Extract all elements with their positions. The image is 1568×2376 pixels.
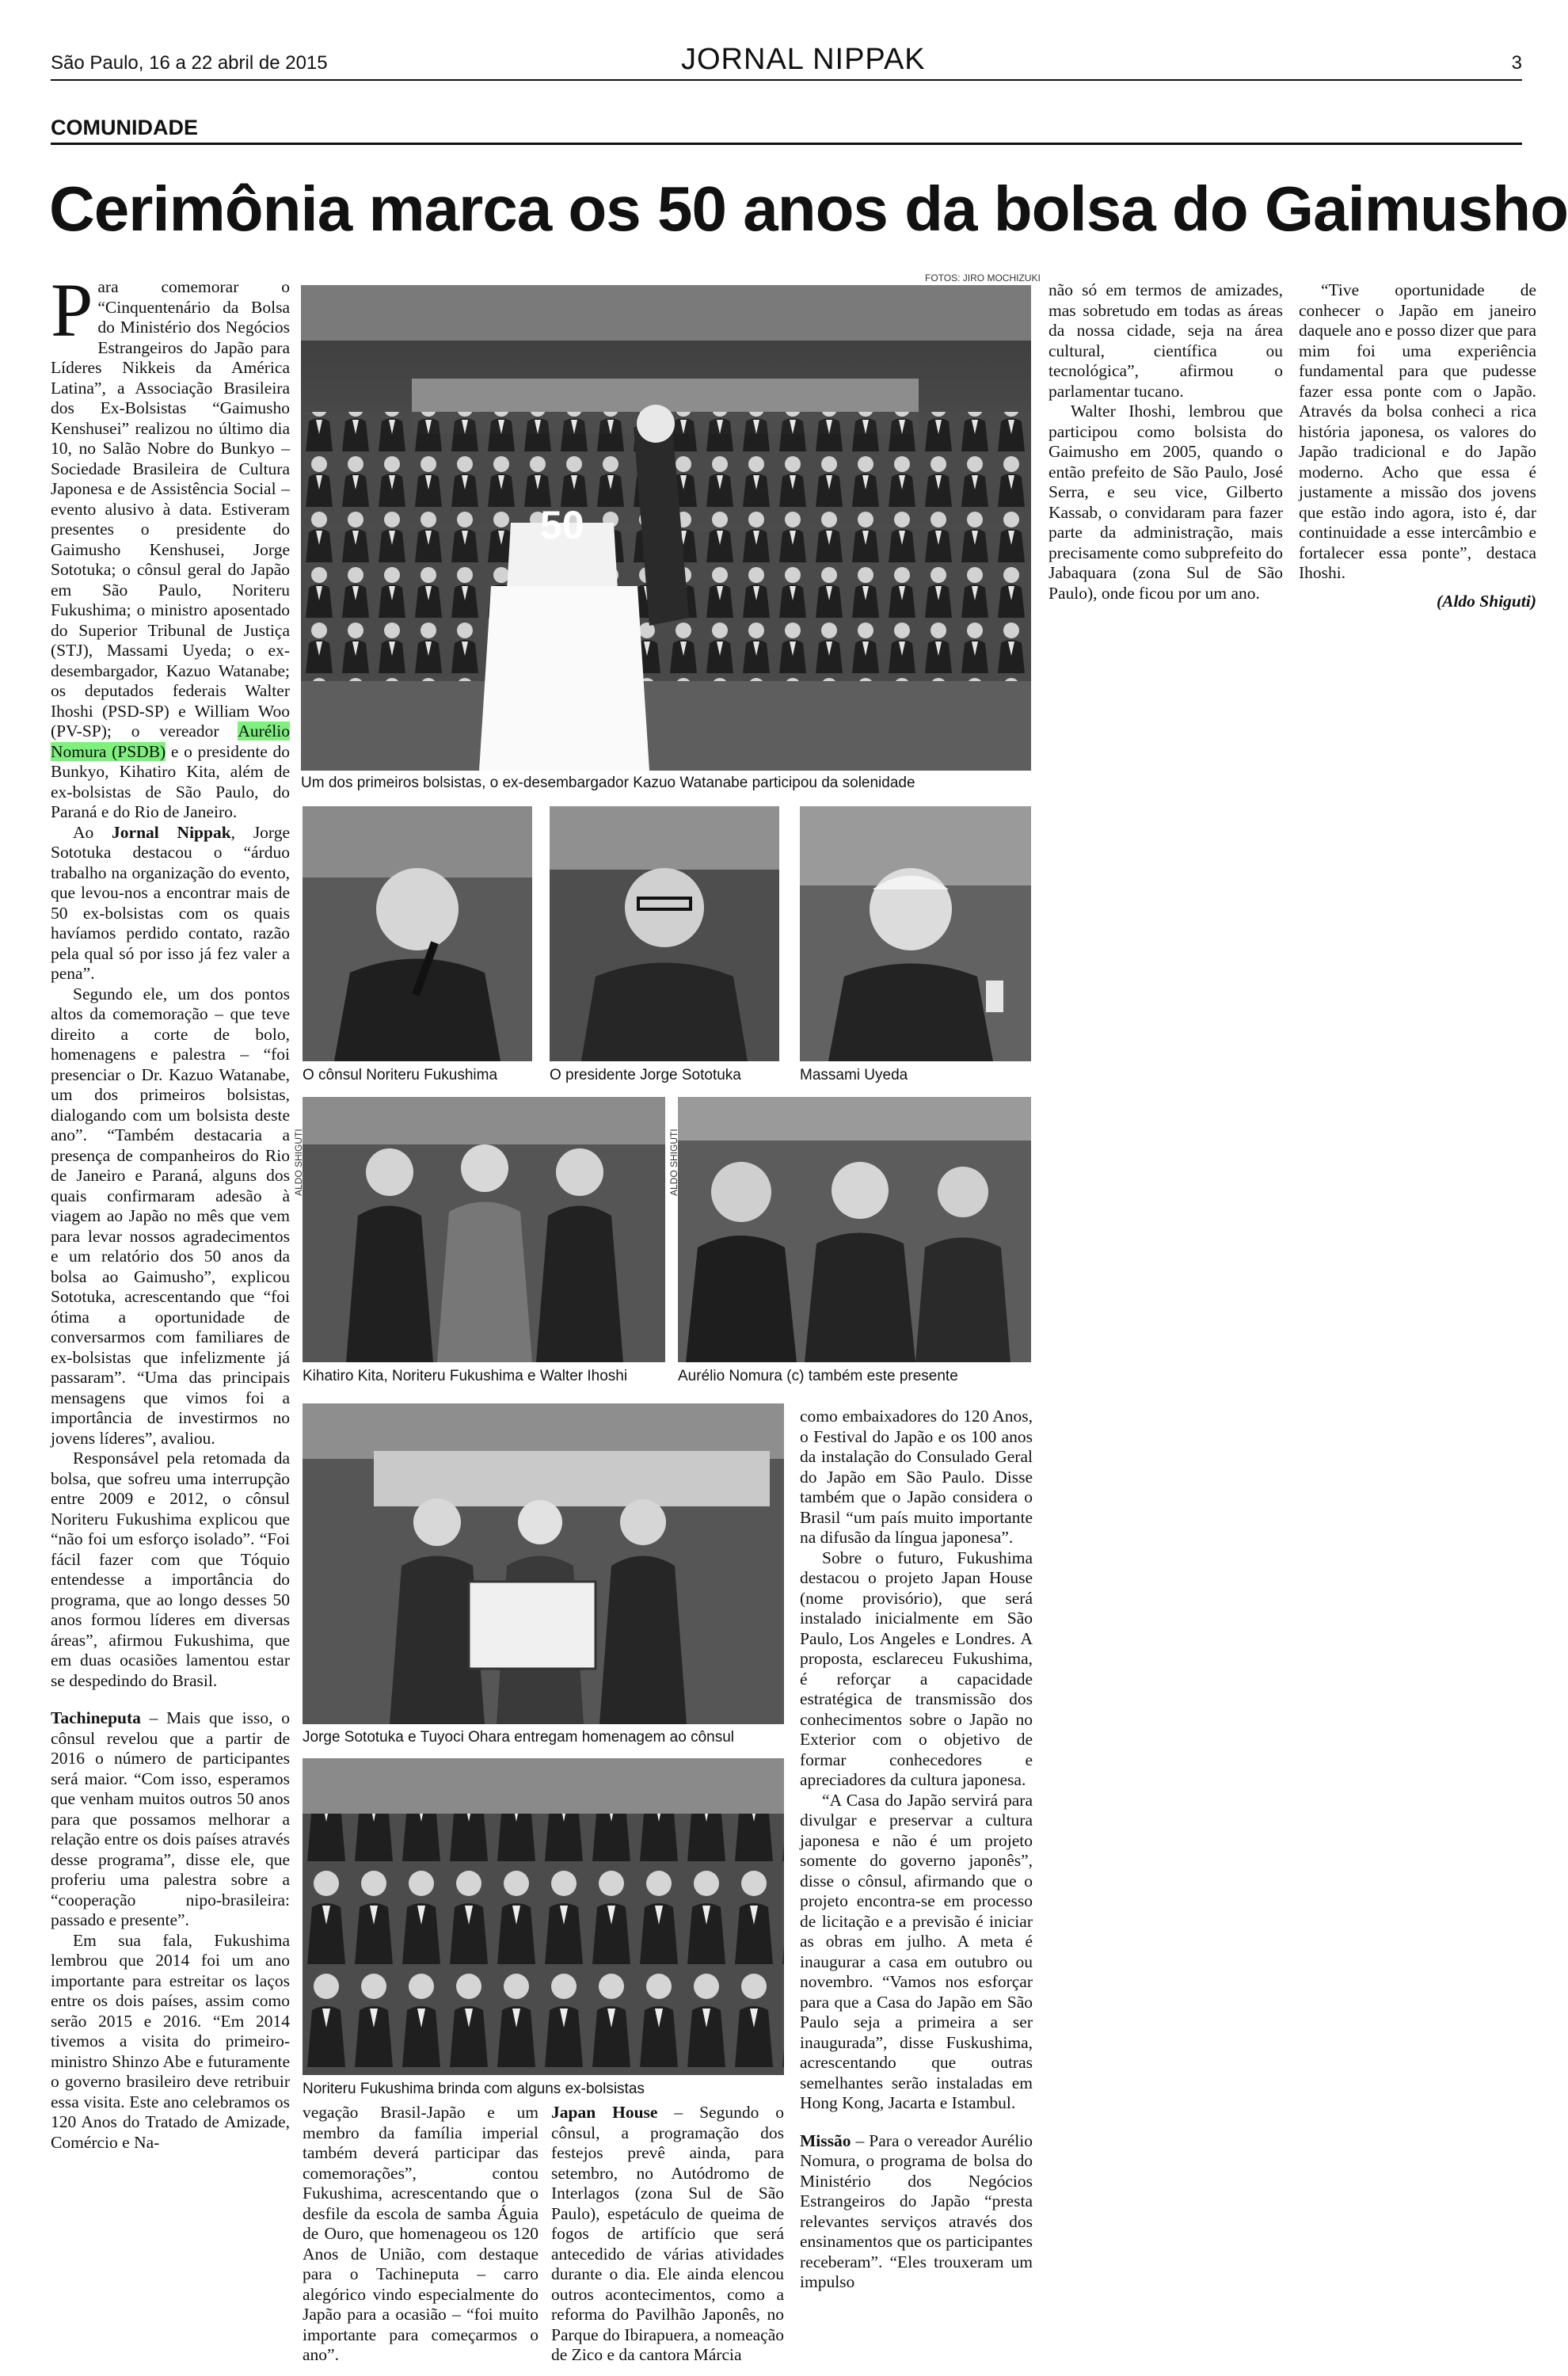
subhead-japan-house: Japan House bbox=[551, 2103, 658, 2122]
photo-uyeda bbox=[800, 806, 1031, 1061]
kita-photo-graphic bbox=[303, 1097, 665, 1362]
paragraph: Ao Jornal Nippak, Jorge Sototuka destacou o “árduo trabalho na organização do evento, que levou-nos a encontrar mais de 50 ex-bolsistas com os quais havíamos perdido contato, razão pela qual só por isso já fez valer a pena”. bbox=[51, 822, 290, 983]
paragraph: como embaixadores do 120 Anos, o Festival do Japão e os 100 anos da instalação do Consulado Geral do Japão em São Paulo. Disse também que o Japão considera o Brasil “um país muito importante na difusão da língua japonesa”. bbox=[800, 1407, 1033, 1547]
main-photo-graphic bbox=[301, 285, 1031, 771]
paragraph: Missão – Para o vereador Aurélio Nomura, o programa de bolsa do Ministério dos Negócios Estrangeiros do Japão “presta relevantes serviços através dos ensinamentos que os participantes receberam”. “Eles trouxeram um impulso bbox=[800, 2130, 1033, 2291]
highlighted-name: Aurélio Nomura (PSDB) bbox=[51, 722, 290, 761]
paragraph: Para comemorar o “Cinquentenário da Bolsa do Ministério dos Negócios Estrangeiros do Japão para Líderes Nikkeis da América Latina”, a Associação Brasileira dos Ex-Bolsistas “Gaimusho Kenshusei” realizou no último dia 10, no Salão Nobre do Bunkyo – Sociedade Brasileira de Cultura Japonesa e de Assistência Social – evento alusivo à data. Estiveram presentes o presidente do Gaimusho Kenshusei, Jorge Sototuka; o cônsul geral do Japão em São Paulo, Noriteru Fukushima; o ministro aposentado do Superior Tribunal de Justiça (STJ), Massami Uyeda; o ex-desembargador, Kazuo Watanabe; os deputados federais Walter Ihoshi (PSD-SP) e William Woo (PV-SP); o vereador Aurélio Nomura (PSDB) e o presidente do Bunkyo, Kihatiro Kita, além de ex-bolsistas de São Paulo, do Paraná e do Rio de Janeiro. bbox=[51, 268, 290, 821]
caption-consul: O cônsul Noriteru Fukushima bbox=[303, 1067, 498, 1083]
photo-kita-fukushima-ihoshi bbox=[303, 1097, 665, 1362]
paragraph: “Tive oportunidade de conhecer o Japão em janeiro daquele ano e posso dizer que para mim foi uma experiência fundamental para que pudesse fazer essa ponte com o Japão. Através da bolsa conheci a rica história japonesa, os valores do Japão tradicional e do Japão moderno. Acho que essa é justamente a missão dos jovens que estão indo agora, isto é, dar continuidade a esse intercâmbio e fortalecer essa ponte”, destaca Ihoshi. bbox=[1299, 280, 1536, 582]
cake-number: 50 bbox=[540, 503, 584, 547]
newspaper-mention: Jornal Nippak bbox=[112, 822, 231, 842]
subhead-tachineputa: Tachineputa bbox=[51, 1708, 141, 1727]
nomura-photo-graphic bbox=[678, 1097, 1031, 1362]
toast-photo-graphic bbox=[303, 1758, 784, 2075]
header-rule bbox=[51, 79, 1522, 81]
paragraph: Em sua fala, Fukushima lembrou que 2014 foi um ano importante para estreitar os laços entre os dois países, assim como serão 2015 e 2016. “Em 2014 tivemos a visita do primeiro-ministro Shinzo Abe e futuramente o governo brasileiro deve retribuir essa visita. Este ano celebramos os 120 Anos do Tratado de Amizade, Comércio e Na- bbox=[51, 1930, 290, 2152]
caption-nomura: Aurélio Nomura (c) também este presente bbox=[678, 1368, 958, 1384]
paragraph: não só em termos de amizades, mas sobretudo em todas as áreas da nossa cidade, seja na área cultural, científica ou tecnológica”, afirmou o parlamentar tucano. bbox=[1049, 280, 1283, 401]
paragraph: “A Casa do Japão servirá para divulgar e preservar a cultura japonesa e não é um projeto somente do governo japonês”, disse o cônsul, afirmando que o projeto encontra-se em processo de licitação e a previsão é iniciar as obras em julho. A meta é inaugurar a casa em outubro ou novembro. “Vamos nos esforçar para que a Casa do Japão em São Paulo seja a primeira a ser inaugurada”, disse Fuskushima, acrescentando que outras semelhantes serão instaladas em Hong Kong, Jacarta e Istambul. bbox=[800, 1790, 1033, 2112]
article-column-4-bottom bbox=[800, 1407, 1033, 2293]
caption-main-photo: Um dos primeiros bolsistas, o ex-desembargador Kazuo Watanabe participou da solenidade bbox=[301, 775, 915, 791]
article-column-1 bbox=[51, 268, 290, 2153]
author-signature: (Aldo Shiguti) bbox=[1436, 591, 1536, 611]
main-photo-cake-ceremony bbox=[301, 285, 1031, 771]
article-column-5-top bbox=[1299, 280, 1536, 611]
article-column-4-top bbox=[1049, 280, 1283, 604]
paragraph: Walter Ihoshi, lembrou que participou como bolsista do Gaimusho em 2005, quando o então prefeito de São Paulo, José Serra, e seu vice, Gilberto Kassab, o convidaram para fazer parte da administração, mais precisamente como subprefeito do Jabaquara (zona Sul de São Paulo), onde ficou por um ano. bbox=[1049, 402, 1283, 603]
headline: Cerimônia marca os 50 anos da bolsa do Gaimusho bbox=[49, 173, 1568, 244]
caption-homage: Jorge Sototuka e Tuyoci Ohara entregam homenagem ao cônsul bbox=[303, 1729, 734, 1746]
page-number: 3 bbox=[1511, 52, 1522, 74]
photo-credit-side: ALDO SHIGUTI bbox=[668, 1129, 679, 1196]
president-photo-graphic bbox=[550, 806, 779, 1061]
paragraph: Sobre o futuro, Fukushima destacou o projeto Japan House (nome provisório), que será instalado inicialmente em São Paulo, Los Angeles e Londres. A proposta, esclareceu Fukushima, é reforçar a capacidade estratégica de transmissão dos conhecimentos sobre o Japão no Exterior com o objetivo de formar conhecedores e apreciadores da cultura japonesa. bbox=[800, 1548, 1033, 1789]
paragraph: Tachineputa – Mais que isso, o cônsul revelou que a partir de 2016 o número de participantes será maior. “Com isso, esperamos que venham muitos outros 50 anos para que possamos melhorar a relação entre os dois países através desse programa”, disse ele, que proferiu uma palestra sobre a “cooperação nipo-brasileira: passado e presente”. bbox=[51, 1708, 290, 1929]
photo-toast bbox=[303, 1758, 784, 2075]
caption-toast: Noriteru Fukushima brinda com alguns ex-bolsistas bbox=[303, 2081, 645, 2097]
paragraph: Responsável pela retomada da bolsa, que sofreu uma interrupção entre 2009 e 2012, o cônsul Noriteru Fukushima explicou que “não foi um esforço isolado”. “Foi fácil fazer com que Tóquio entendesse a importância do programa, que ao longo desses 50 anos formou líderes em diversas áreas”, afirmou Fukushima, que em duas ocasiões lamentou estar se despedindo do Brasil. bbox=[51, 1449, 290, 1690]
photo-president bbox=[550, 806, 779, 1061]
photo-credit-side: ALDO SHIGUTI bbox=[293, 1129, 304, 1196]
article-column-2-bottom bbox=[303, 2103, 539, 2366]
section-label: COMUNIDADE bbox=[51, 116, 198, 139]
issue-date: São Paulo, 16 a 22 abril de 2015 bbox=[51, 52, 328, 74]
consul-photo-graphic bbox=[303, 806, 532, 1061]
section-rule bbox=[51, 143, 1522, 145]
caption-kita: Kihatiro Kita, Noriteru Fukushima e Walter Ihoshi bbox=[303, 1368, 628, 1384]
drop-cap: P bbox=[51, 268, 93, 352]
photo-consul bbox=[303, 806, 532, 1061]
photo-homage bbox=[303, 1403, 784, 1724]
caption-president: O presidente Jorge Sototuka bbox=[550, 1067, 741, 1083]
paragraph: Segundo ele, um dos pontos altos da comemoração – que teve direito a corte de bolo, homenagens e palestra – “foi presenciar o Dr. Kazuo Watanabe, um dos primeiros bolsistas, dialogando com um bolsista deste ano”. “Também destacaria a presença de companheiros do Rio de Janeiro e Paraná, alguns dos quais confirmaram adesão à viagem ao Japão no mês que vem para levar nossos agradecimentos e um relatório dos 50 anos da bolsa ao Gaimusho”, explicou Sototuka, acrescentando que “foi ótima a oportunidade de conversarmos com familiares de ex-bolsistas que infelizmente já passaram”. “Uma das principais mensagens que vimos foi a importância de investirmos no jovens líderes”, avaliou. bbox=[51, 984, 290, 1448]
photo-credit: FOTOS: JIRO MOCHIZUKI bbox=[925, 272, 1041, 284]
homage-photo-graphic bbox=[303, 1403, 784, 1724]
paragraph: vegação Brasil-Japão e um membro da família imperial também deverá participar das comemorações”, contou Fukushima, acrescentando que o desfile da escola de samba Águia de Ouro, que homenageou os 120 Anos de União, com destaque para o Tachineputa – carro alegórico vindo especialmente do Japão para a ocasião – “foi muito importante para começarmos o ano”. bbox=[303, 2103, 539, 2364]
photo-nomura bbox=[678, 1097, 1031, 1362]
subhead-missao: Missão bbox=[800, 2130, 851, 2150]
uyeda-photo-graphic bbox=[800, 806, 1031, 1061]
paragraph: Japan House – Segundo o cônsul, a programação dos festejos prevê ainda, para setembro, no Autódromo de Interlagos (zona Sul de São Paulo), espetáculo de queima de fogos de artifício que será antecedido de várias atividades durante o dia. Ele ainda elencou outros acontecimentos, como a reforma do Pavilhão Japonês, no Parque do Ibirapuera, a nomeação de Zico e da cantora Márcia bbox=[551, 2103, 785, 2364]
caption-uyeda: Massami Uyeda bbox=[800, 1067, 908, 1083]
article-column-3-bottom bbox=[551, 2103, 784, 2366]
newspaper-name: JORNAL NIPPAK bbox=[681, 43, 926, 76]
